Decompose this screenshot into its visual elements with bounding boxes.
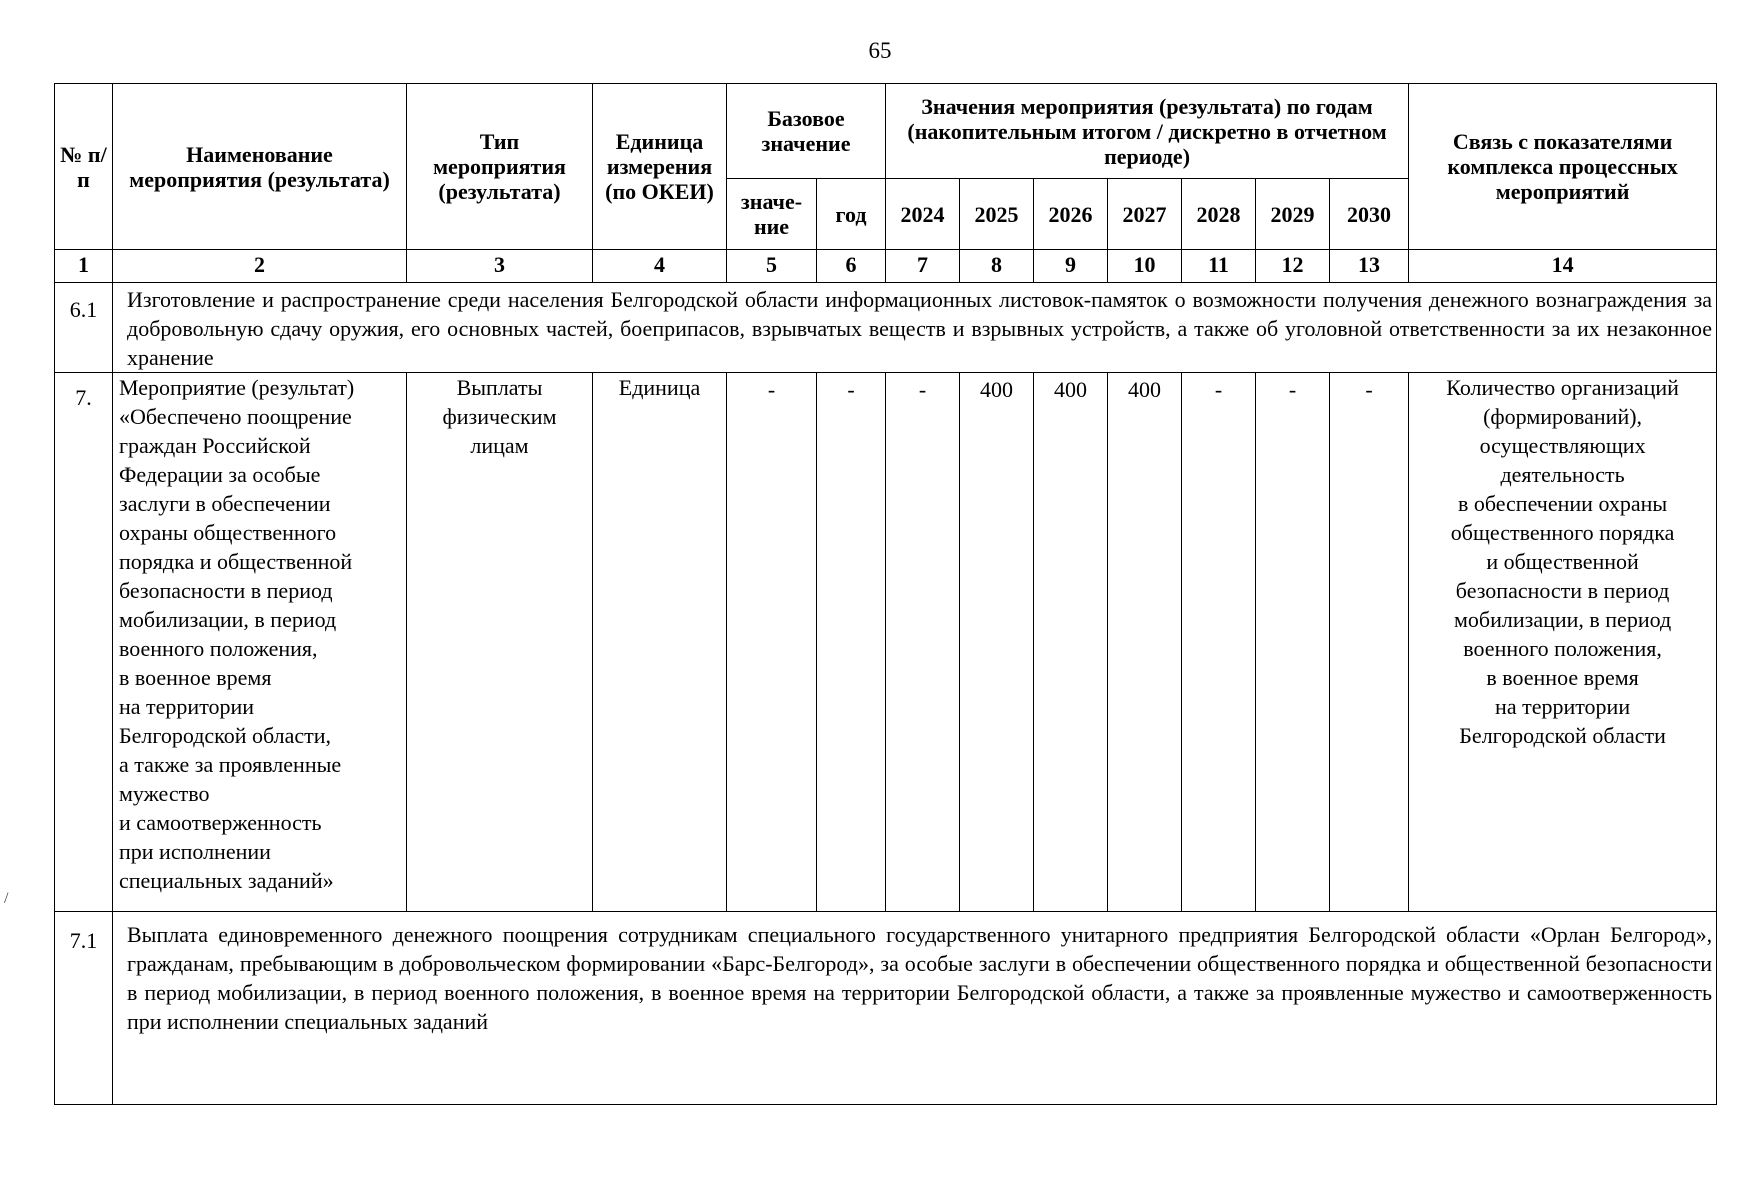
activity-unit: Единица [593,373,727,912]
column-number: 6 [817,250,886,283]
year-value: - [1256,373,1330,912]
column-number: 5 [727,250,817,283]
table-row [55,912,1717,1105]
section-text: Изготовление и распространение среди населения Белгородской области информационных листовок-памяток о возможности получения денежного вознаграждения за добровольную сдачу оружия, его основных частей, боеприпасов, взрывчатых веществ и взрывных устройств, а также об уголовной ответственности за их незаконное хранение [113,283,1717,373]
column-number: 1 [55,250,113,283]
activities-table [54,83,1717,1105]
column-number-row [55,250,1717,283]
table-row [55,373,1717,912]
header-unit: Единица измерения (по ОКЕИ) [593,84,727,250]
row-number: 7. [55,373,113,912]
header-year: 2025 [960,179,1034,250]
page-number: 65 [868,38,892,63]
header-year: 2028 [1182,179,1256,250]
year-value: 400 [1108,373,1182,912]
header-year: 2024 [886,179,960,250]
header-year: 2029 [1256,179,1330,250]
header-type: Тип мероприятия (результата) [407,84,593,250]
header-base-value: значе- ние [727,179,817,250]
year-value: - [1182,373,1256,912]
year-value: - [886,373,960,912]
column-number: 12 [1256,250,1330,283]
activity-name: Мероприятие (результат) «Обеспечено поощрение граждан Российской Федерации за особые заслуги в обеспечении охраны общественного порядка и общественной безопасности в период мобилизации, в период военного положения, в военное время на территории Белгородской области, а также за проявленные мужество и самоотверженность при исполнении специальных заданий» [113,373,407,912]
column-number: 8 [960,250,1034,283]
row-number: 6.1 [55,283,113,373]
header-base: Базовое значение [727,84,886,179]
header-year: 2030 [1330,179,1409,250]
column-number: 10 [1108,250,1182,283]
header-years-group: Значения мероприятия (результата) по годам (накопительным итогом / дискретно в отчетном периоде) [886,84,1409,179]
year-value: 400 [1034,373,1108,912]
column-number: 2 [113,250,407,283]
column-number: 3 [407,250,593,283]
column-number: 9 [1034,250,1108,283]
base-year: - [817,373,886,912]
column-number: 13 [1330,250,1409,283]
activity-type: Выплаты физическим лицам [407,373,593,912]
header-num: № п/п [55,84,113,250]
header-name: Наименование мероприятия (результата) [113,84,407,250]
column-number: 14 [1409,250,1717,283]
table-row [55,283,1717,373]
header-base-year: год [817,179,886,250]
year-value: - [1330,373,1409,912]
header-year: 2027 [1108,179,1182,250]
row-number: 7.1 [55,912,113,1105]
header-link: Связь с показателями комплекса процессных мероприятий [1409,84,1717,250]
year-value: 400 [960,373,1034,912]
linked-indicator: Количество организаций (формирований), осуществляющих деятельность в обеспечении охраны общественного порядка и общественной безопасности в период мобилизации, в период военного положения, в военное время на территории Белгородской области [1409,373,1717,912]
section-text: Выплата единовременного денежного поощрения сотрудникам специального государственного унитарного предприятия Белгородской области «Орлан Белгород», гражданам, пребывающим в добровольческом формировании «Барс-Белгород», за особые заслуги в обеспечении общественного порядка и общественной безопасности в период мобилизации, в период военного положения, в военное время на территории Белгородской области, а также за проявленные мужество и самоотверженность при исполнении специальных заданий [113,912,1717,1105]
header-year: 2026 [1034,179,1108,250]
side-mark: / [4,890,9,907]
column-number: 7 [886,250,960,283]
base-value: - [727,373,817,912]
column-number: 4 [593,250,727,283]
column-number: 11 [1182,250,1256,283]
